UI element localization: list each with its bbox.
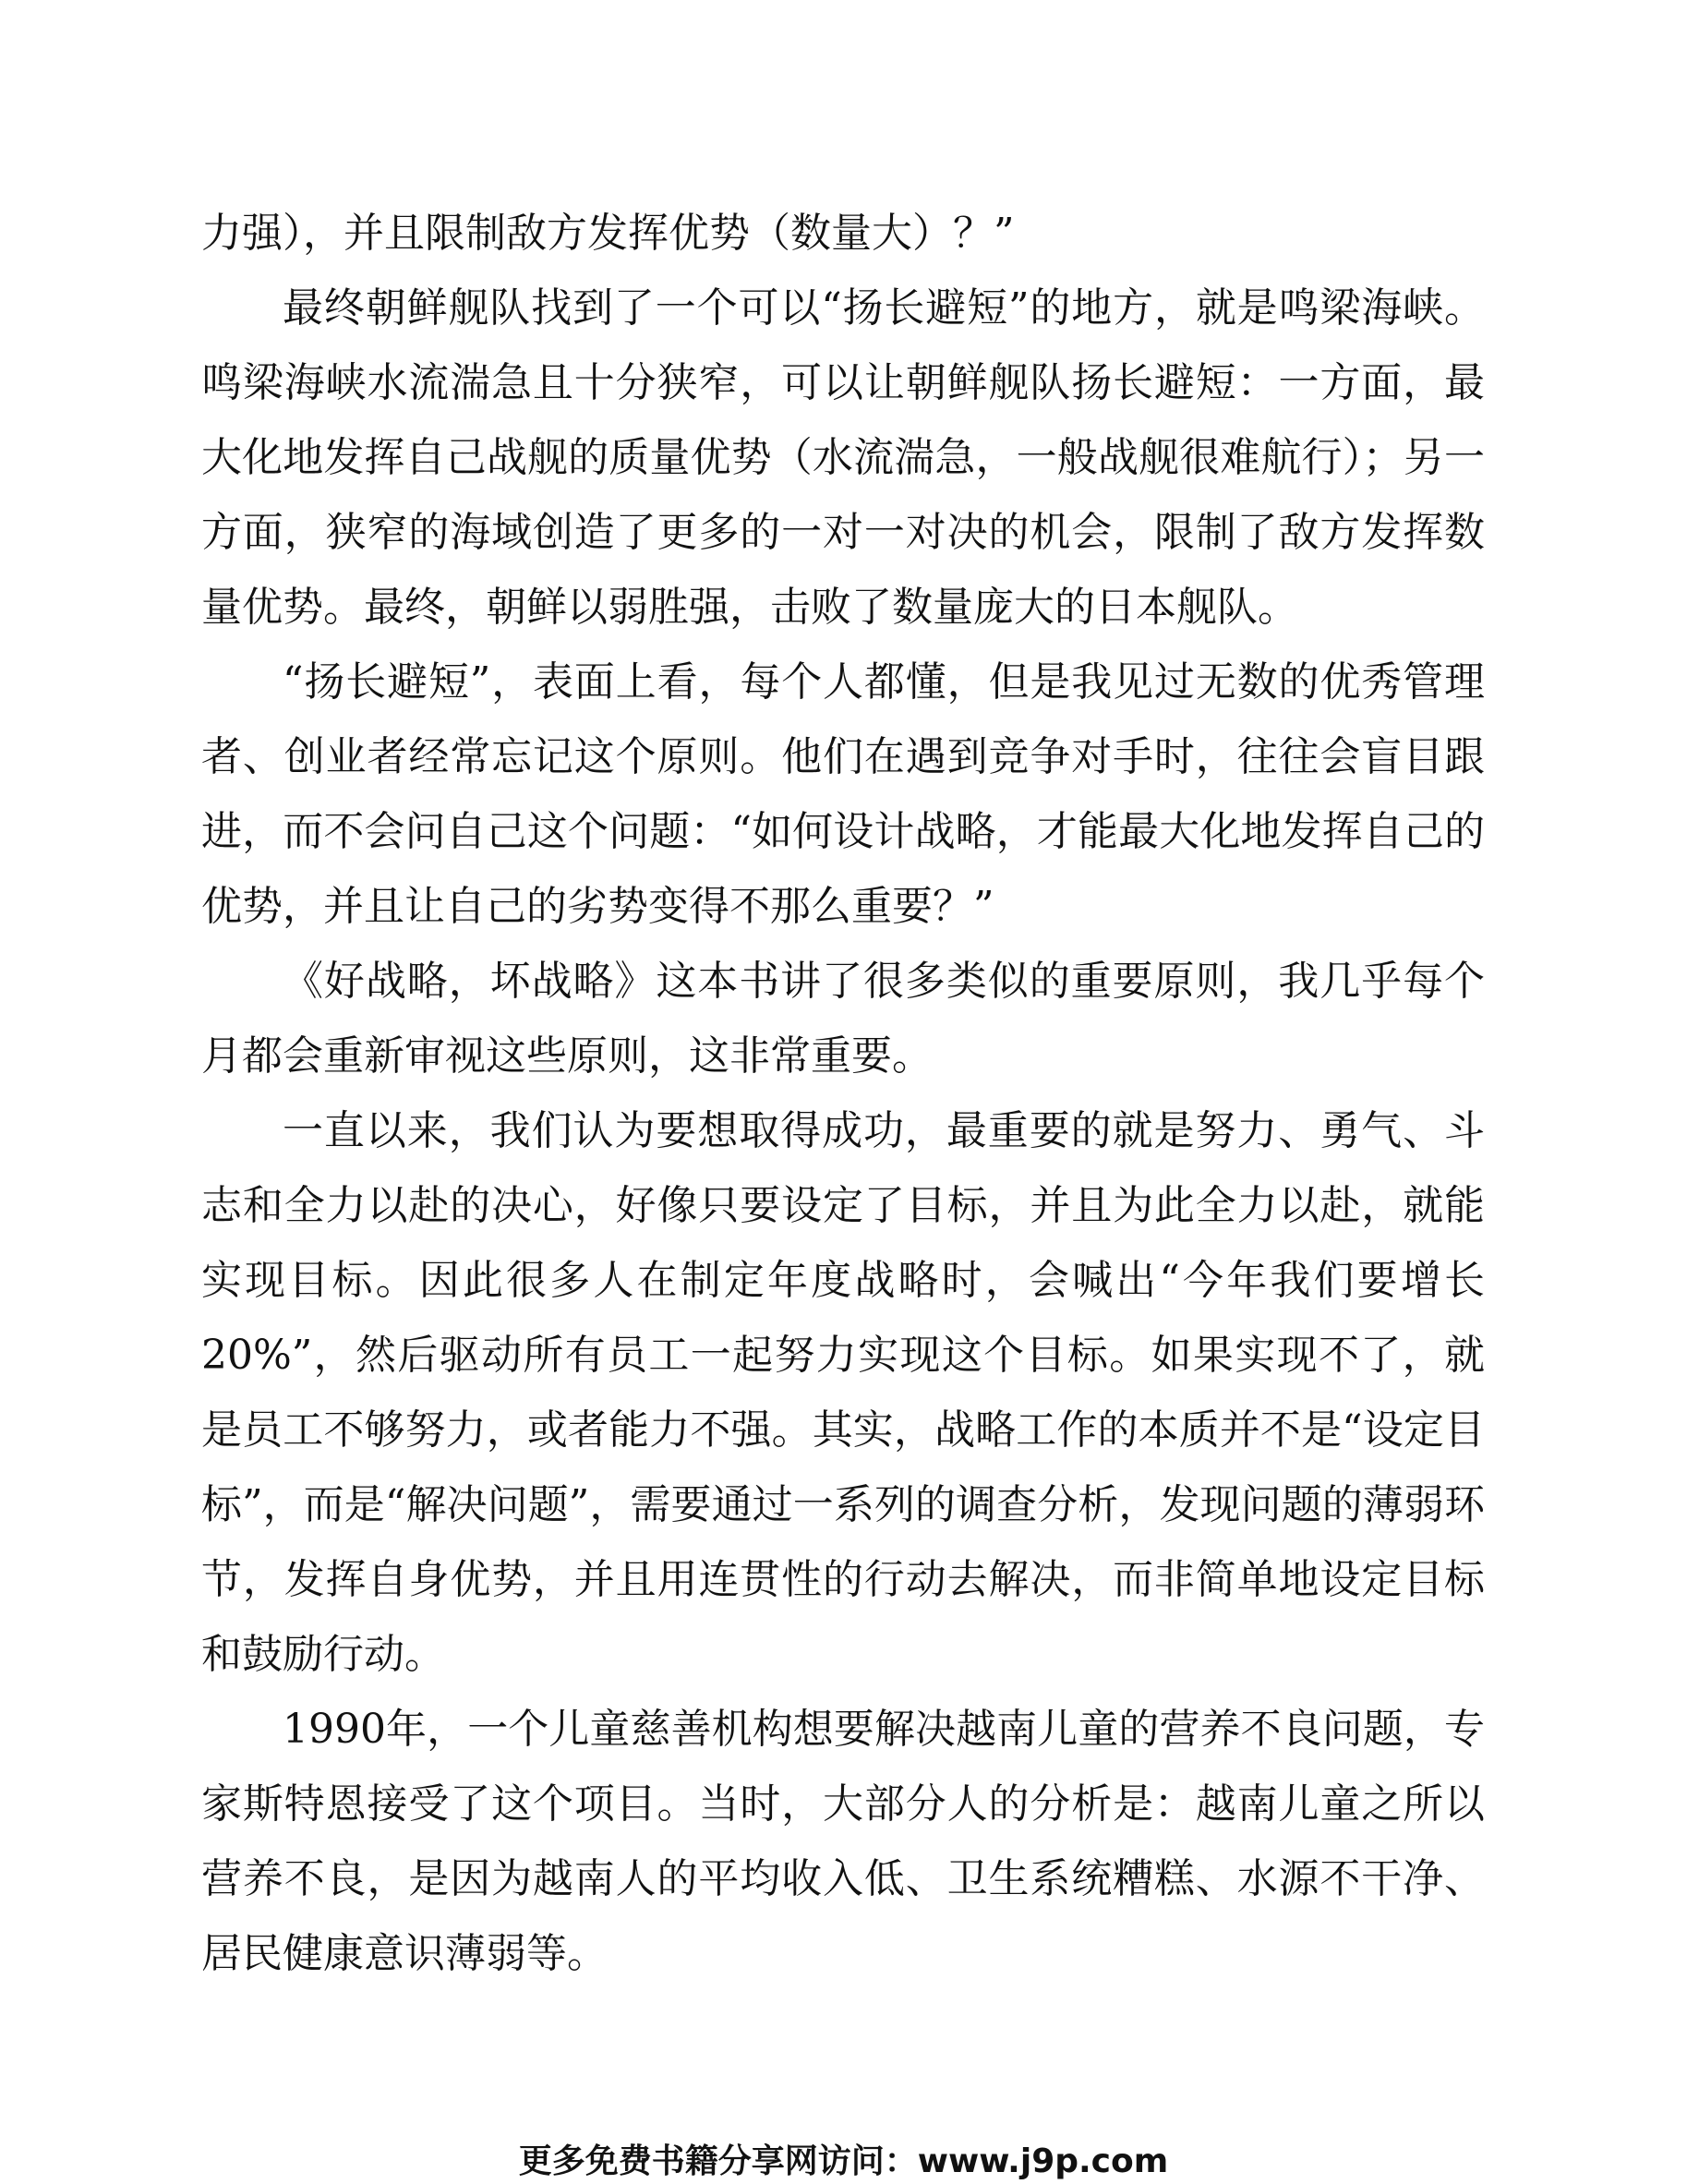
paragraph-4: 《好战略，坏战略》这本书讲了很多类似的重要原则，我几乎每个月都会重新审视这些原则，这非常重要。 [201,958,1485,1080]
footer-link[interactable]: 更多免费书籍分享网访问：www.j9p.com [518,2142,1169,2180]
paragraph-5: 一直以来，我们认为要想取得成功，最重要的就是努力、勇气、斗志和全力以赴的决心，好像只要设定了目标，并且为此全力以赴，就能实现目标。因此很多人在制定年度战略时，会喊出“今年我们要增长20%”，然后驱动所有员工一起努力实现这个目标。如果实现不了，就是员工不够努力，或者能力不强。其实，战略工作的本质并不是“设定目标”，而是“解决问题”，需要通过一系列的调查分析，发现问题的薄弱环节，发挥自身优势，并且用连贯性的行动去解决，而非简单地设定目标和鼓励行动。 [201,1107,1485,1678]
paragraph-3: “扬长避短”，表面上看，每个人都懂，但是我见过无数的优秀管理者、创业者经常忘记这个原则。他们在遇到竞争对手时，往往会盲目跟进，而不会问自己这个问题：“如何设计战略，才能最大化地发挥自己的优势，并且让自己的劣势变得不那么重要？” [201,658,1485,930]
body-text [201,196,1485,1991]
paragraph-1: 力强），并且限制敌方发挥优势（数量大）？” [201,210,1015,257]
paragraph-6: 1990年，一个儿童慈善机构想要解决越南儿童的营养不良问题，专家斯特恩接受了这个项目。当时，大部分人的分析是：越南儿童之所以营养不良，是因为越南人的平均收入低、卫生系统糟糕、水源不干净、居民健康意识薄弱等。 [201,1706,1485,1977]
paragraph-2: 最终朝鲜舰队找到了一个可以“扬长避短”的地方，就是鸣梁海峡。鸣梁海峡水流湍急且十分狭窄，可以让朝鲜舰队扬长避短：一方面，最大化地发挥自己战舰的质量优势（水流湍急，一般战舰很难航行）；另一方面，狭窄的海域创造了更多的一对一对决的机会，限制了敌方发挥数量优势。最终，朝鲜以弱胜强，击败了数量庞大的日本舰队。 [201,284,1485,631]
